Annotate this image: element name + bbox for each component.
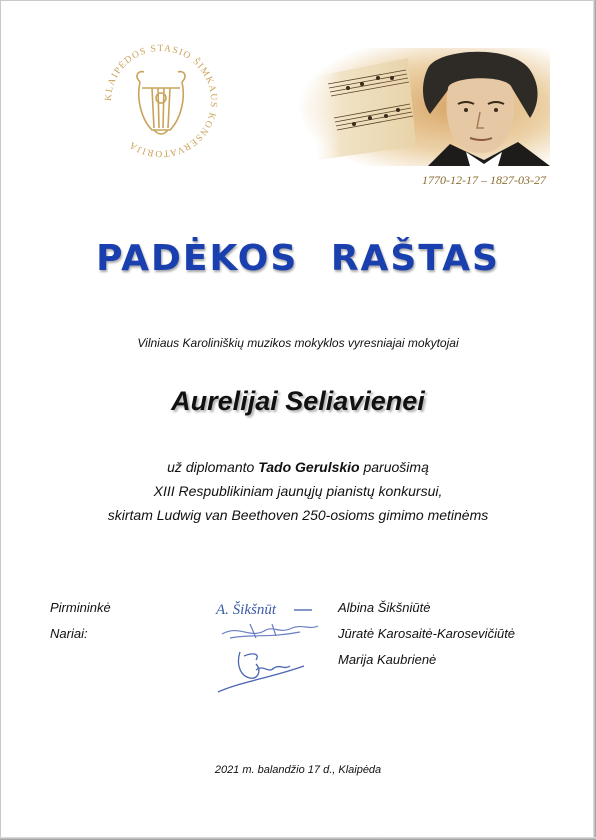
reason-line-2: XIII Respublikiniam jaunųjų pianistų konkursui, xyxy=(153,483,443,499)
certificate-title: PADĖKOS RAŠTAS xyxy=(96,238,500,279)
reason-line-3: skirtam Ludwig van Beethoven 250-osioms gimimo metinėms xyxy=(107,507,489,523)
reason-line-1 xyxy=(0,455,596,479)
reason-line-1-suffix: paruošimą xyxy=(359,459,429,475)
beethoven-portrait-image xyxy=(298,48,550,166)
signature-1-text: A. Šikšnūt xyxy=(216,602,276,618)
conservatory-seal-logo xyxy=(100,40,222,162)
handwritten-signatures xyxy=(210,594,330,698)
student-name: Tado Gerulskio xyxy=(258,459,360,475)
reason-text xyxy=(0,455,596,527)
recipient-name: Aurelijai Seliavienei xyxy=(171,386,425,416)
reason-line-1-prefix: už diplomanto xyxy=(167,459,259,475)
chair-label: Pirmininkė xyxy=(50,600,111,615)
member-1-name: Jūratė Karosaitė-Karosevičiūtė xyxy=(338,626,516,641)
recipient-role: Vilniaus Karoliniškių muzikos mokyklos vyresniajai mokytojai xyxy=(137,336,459,350)
beethoven-life-dates: 1770-12-17 – 1827-03-27 xyxy=(422,173,546,187)
signature-3 xyxy=(218,652,304,692)
signature-2 xyxy=(222,624,318,638)
svg-text:KLAIPĖDOS STASIO ŠIMKAUS KONSE xyxy=(104,44,218,158)
seal-ring-text: KLAIPĖDOS STASIO ŠIMKAUS KONSERVATORIJA xyxy=(103,43,219,159)
chair-name: Albina Šikšniūtė xyxy=(338,600,431,615)
member-2-name: Marija Kaubrienė xyxy=(338,652,437,667)
issue-date-place: 2021 m. balandžio 17 d., Klaipėda xyxy=(214,764,382,776)
members-label: Nariai: xyxy=(50,626,88,641)
